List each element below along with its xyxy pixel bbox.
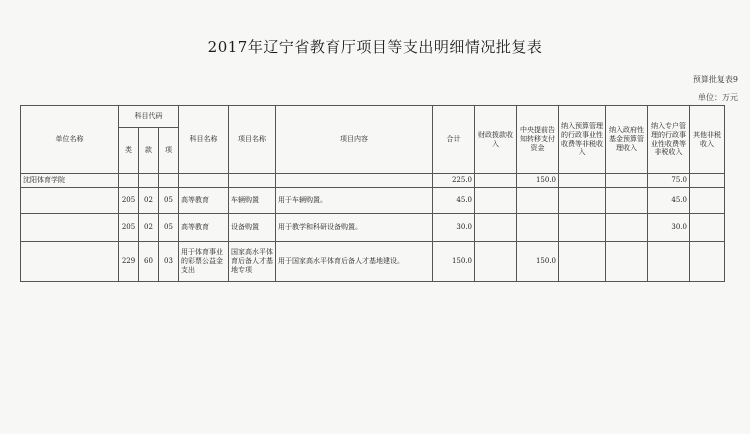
header-fiscal-allocation: 财政拨款收入 bbox=[475, 106, 517, 174]
header-gov-fund: 纳入政府性基金预算管理收入 bbox=[606, 106, 648, 174]
cell-other-nontax bbox=[690, 188, 725, 214]
header-subject-code: 科目代码 bbox=[119, 106, 179, 128]
cell-project-content: 用于车辆购置。 bbox=[276, 188, 433, 214]
cell-unit-name: 沈阳体育学院 bbox=[21, 174, 119, 188]
header-project-name: 项目名称 bbox=[229, 106, 276, 174]
cell-item: 05 bbox=[159, 214, 179, 242]
approval-table bbox=[20, 105, 725, 282]
cell-subject-name: 高等教育 bbox=[179, 188, 229, 214]
cell-fiscal-allocation bbox=[475, 174, 517, 188]
cell-other-nontax bbox=[690, 214, 725, 242]
cell-subject-name: 高等教育 bbox=[179, 214, 229, 242]
header-special-account: 纳入专户管理的行政事业性收费等非税收入 bbox=[648, 106, 690, 174]
cell-unit-name bbox=[21, 188, 119, 214]
document-title: 2017年辽宁省教育厅项目等支出明细情况批复表 bbox=[207, 38, 543, 56]
cell-gov-fund bbox=[606, 242, 648, 282]
header-section: 款 bbox=[139, 128, 159, 174]
cell-unit-name bbox=[21, 242, 119, 282]
cell-special-account bbox=[648, 242, 690, 282]
cell-item bbox=[159, 174, 179, 188]
cell-fiscal-allocation bbox=[475, 188, 517, 214]
cell-project-name bbox=[229, 174, 276, 188]
cell-budget-admin-fee bbox=[559, 214, 606, 242]
cell-special-account: 30.0 bbox=[648, 214, 690, 242]
cell-fiscal-allocation bbox=[475, 242, 517, 282]
table-row bbox=[21, 214, 725, 242]
cell-gov-fund bbox=[606, 188, 648, 214]
unit-label: 单位：万元 bbox=[698, 93, 738, 102]
table-row bbox=[21, 242, 725, 282]
cell-central-transfer bbox=[517, 188, 559, 214]
cell-gov-fund bbox=[606, 214, 648, 242]
cell-special-account: 45.0 bbox=[648, 188, 690, 214]
cell-category: 229 bbox=[119, 242, 139, 282]
cell-fiscal-allocation bbox=[475, 214, 517, 242]
cell-budget-admin-fee bbox=[559, 188, 606, 214]
cell-project-name: 国家高水平体育后备人才基地专项 bbox=[229, 242, 276, 282]
cell-category: 205 bbox=[119, 214, 139, 242]
table-row bbox=[21, 174, 725, 188]
cell-subject-name: 用于体育事业的彩票公益金支出 bbox=[179, 242, 229, 282]
header-project-content: 项目内容 bbox=[276, 106, 433, 174]
cell-subject-name bbox=[179, 174, 229, 188]
cell-special-account: 75.0 bbox=[648, 174, 690, 188]
cell-budget-admin-fee bbox=[559, 174, 606, 188]
cell-total: 225.0 bbox=[433, 174, 475, 188]
cell-project-name: 设备购置 bbox=[229, 214, 276, 242]
cell-category bbox=[119, 174, 139, 188]
header-item: 项 bbox=[159, 128, 179, 174]
cell-project-content: 用于国家高水平体育后备人才基地建设。 bbox=[276, 242, 433, 282]
cell-project-content: 用于教学和科研设备购置。 bbox=[276, 214, 433, 242]
cell-section: 02 bbox=[139, 214, 159, 242]
cell-budget-admin-fee bbox=[559, 242, 606, 282]
header-central-transfer: 中央提前告知转移支付资金 bbox=[517, 106, 559, 174]
cell-central-transfer bbox=[517, 214, 559, 242]
table-row bbox=[21, 188, 725, 214]
cell-item: 03 bbox=[159, 242, 179, 282]
cell-other-nontax bbox=[690, 174, 725, 188]
cell-section bbox=[139, 174, 159, 188]
cell-project-content bbox=[276, 174, 433, 188]
cell-section: 60 bbox=[139, 242, 159, 282]
cell-gov-fund bbox=[606, 174, 648, 188]
cell-central-transfer: 150.0 bbox=[517, 242, 559, 282]
form-number: 预算批复表9 bbox=[692, 75, 738, 84]
header-unit-name: 单位名称 bbox=[21, 106, 119, 174]
header-total: 合计 bbox=[433, 106, 475, 174]
cell-total: 30.0 bbox=[433, 214, 475, 242]
cell-total: 45.0 bbox=[433, 188, 475, 214]
header-other-nontax: 其他非税收入 bbox=[690, 106, 725, 174]
header-budget-admin-fee: 纳入预算管理的行政事业性收费等非税收入 bbox=[559, 106, 606, 174]
header-category: 类 bbox=[119, 128, 139, 174]
cell-central-transfer: 150.0 bbox=[517, 174, 559, 188]
cell-unit-name bbox=[21, 214, 119, 242]
cell-total: 150.0 bbox=[433, 242, 475, 282]
cell-section: 02 bbox=[139, 188, 159, 214]
cell-category: 205 bbox=[119, 188, 139, 214]
header-subject-name: 科目名称 bbox=[179, 106, 229, 174]
cell-item: 05 bbox=[159, 188, 179, 214]
cell-project-name: 车辆购置 bbox=[229, 188, 276, 214]
cell-other-nontax bbox=[690, 242, 725, 282]
